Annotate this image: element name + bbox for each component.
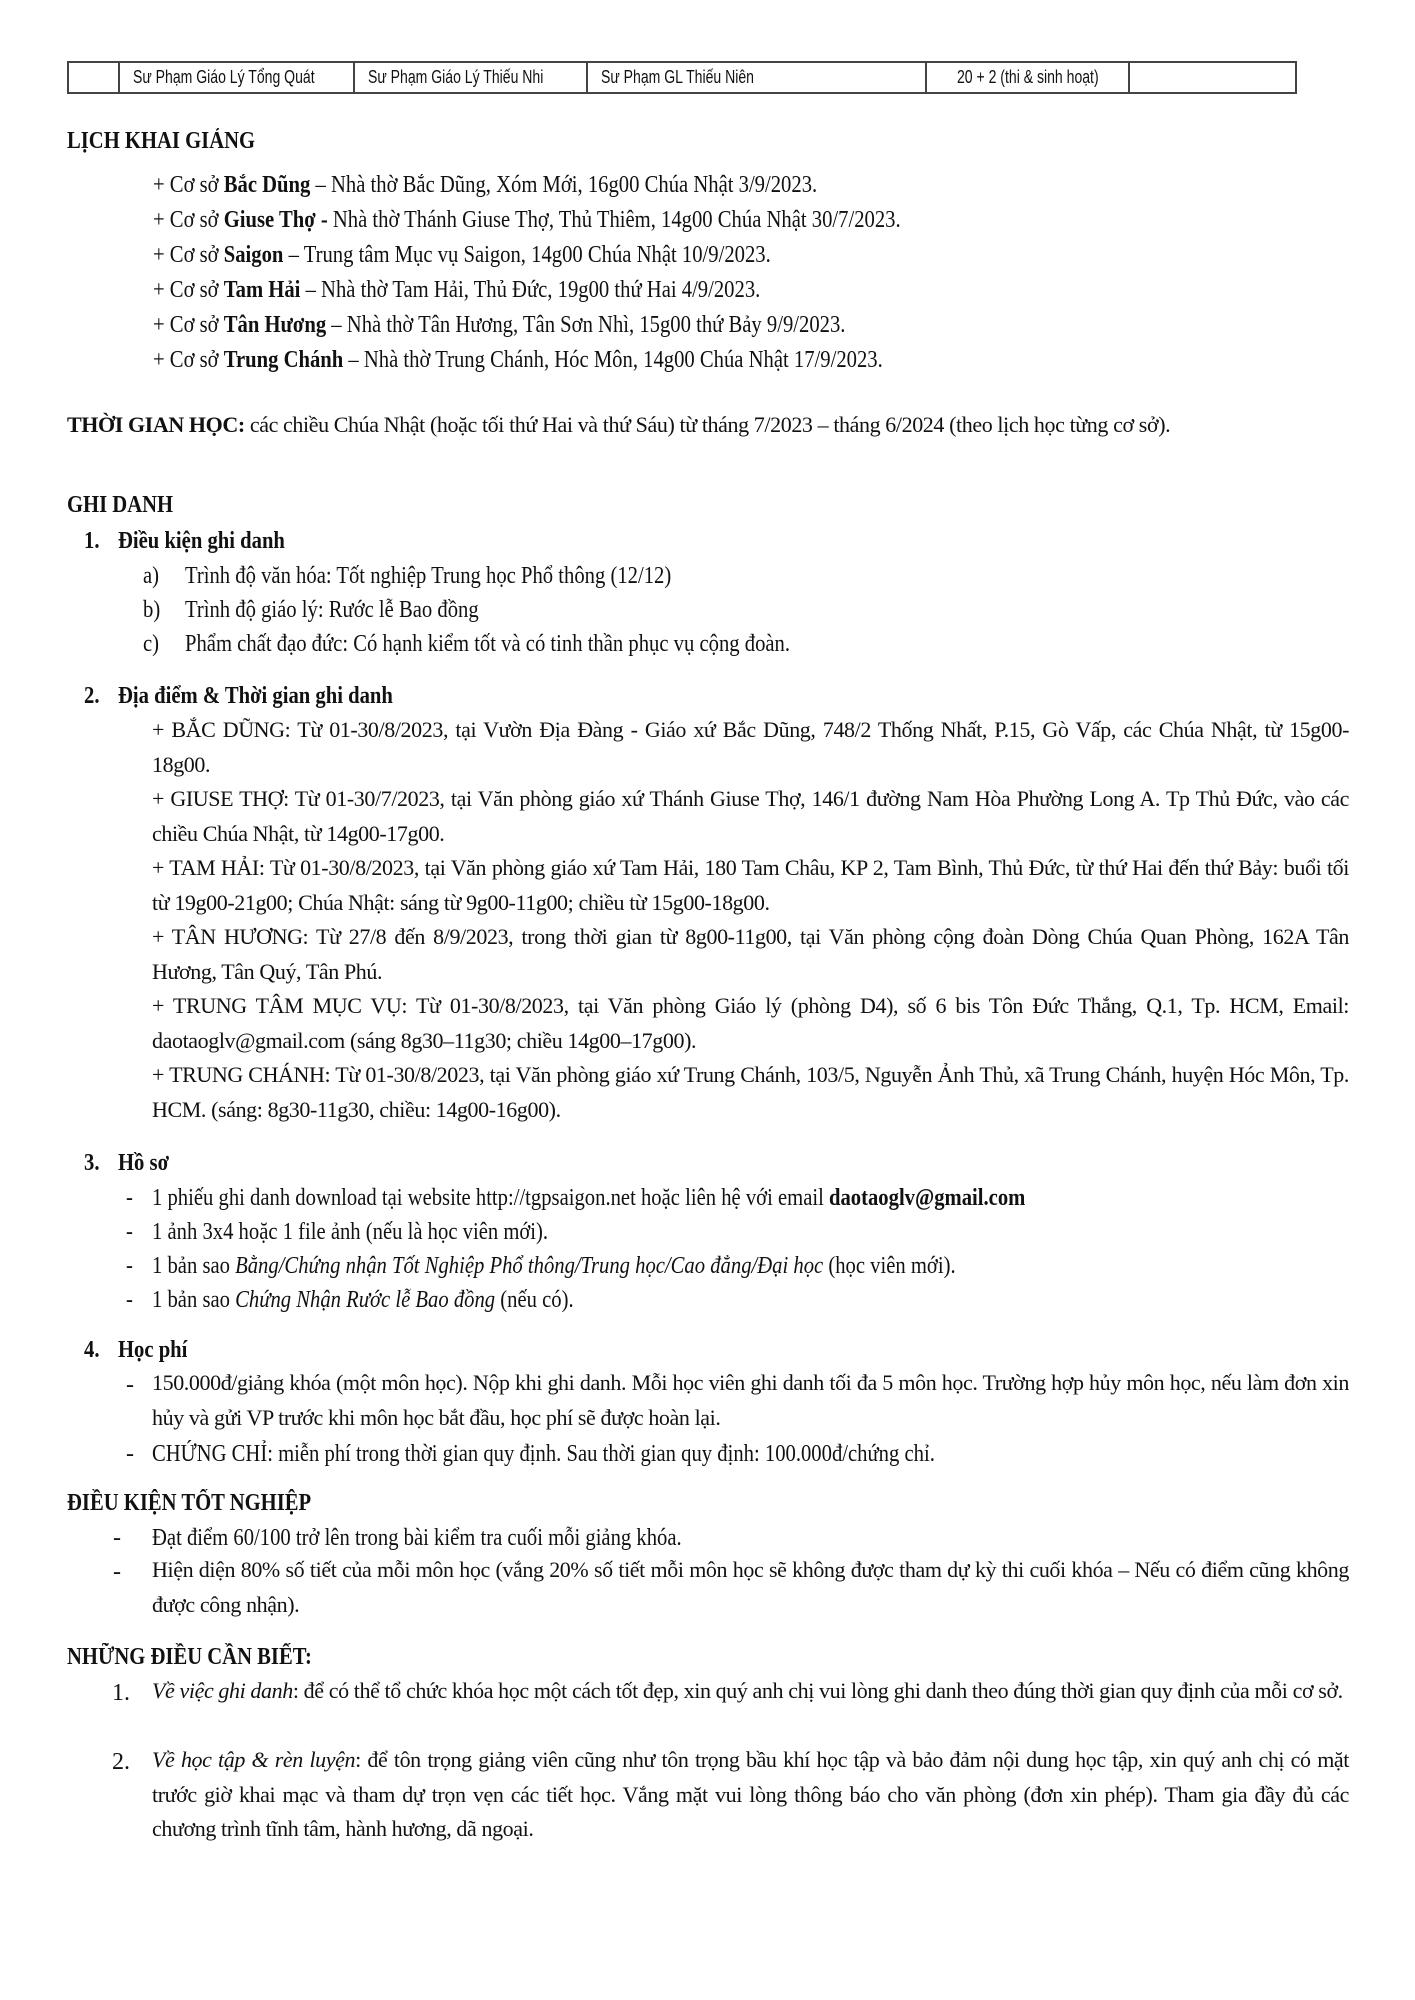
table-cell-empty xyxy=(69,63,120,92)
list-marker: a) xyxy=(143,563,160,589)
document-item: 1 phiếu ghi danh download tại website http://tgpsaigon.net hoặc liên hệ với email daotaoglv@gmail.com xyxy=(152,1185,1026,1211)
location-item: + GIUSE THỢ: Từ 01-30/7/2023, tại Văn phòng giáo xứ Thánh Giuse Thợ, 146/1 đường Nam Hòa Phường Long A. Tp Thủ Đức, vào các chiều Chúa Nhật, từ 14g00-17g00. xyxy=(152,786,1349,846)
list-marker: - xyxy=(113,1525,121,1551)
list-marker: - xyxy=(126,1253,133,1279)
list-marker: 1. xyxy=(112,1680,130,1706)
course-table-row xyxy=(67,61,1297,94)
schedule-item: + Cơ sở Giuse Thợ - Nhà thờ Thánh Giuse Thợ, Thủ Thiêm, 14g00 Chúa Nhật 30/7/2023. xyxy=(153,207,901,233)
schedule-item: + Cơ sở Trung Chánh – Nhà thờ Trung Chánh, Hóc Môn, 14g00 Chúa Nhật 17/9/2023. xyxy=(153,347,883,373)
condition-item: Trình độ văn hóa: Tốt nghiệp Trung học Phổ thông (12/12) xyxy=(185,563,672,589)
list-marker: - xyxy=(126,1219,133,1245)
table-cell-course: Sư Phạm GL Thiếu Niên xyxy=(588,63,927,92)
list-marker: c) xyxy=(143,631,160,657)
section-heading-opening-schedule: LỊCH KHAI GIẢNG xyxy=(67,128,256,154)
list-marker: - xyxy=(126,1372,134,1398)
graduation-item: Đạt điểm 60/100 trở lên trong bài kiểm tra cuối mỗi giảng khóa. xyxy=(152,1525,682,1551)
list-marker: - xyxy=(126,1185,133,1211)
subsection-number: 4. xyxy=(84,1337,100,1363)
list-marker: - xyxy=(113,1559,121,1585)
schedule-item: + Cơ sở Saigon – Trung tâm Mục vụ Saigon, 14g00 Chúa Nhật 10/9/2023. xyxy=(153,242,771,268)
schedule-item: + Cơ sở Tân Hương – Nhà thờ Tân Hương, Tân Sơn Nhì, 15g00 thứ Bảy 9/9/2023. xyxy=(153,312,846,338)
tuition-item: 150.000đ/giảng khóa (một môn học). Nộp khi ghi danh. Mỗi học viên ghi danh tối đa 5 môn học. Trường hợp hủy môn học, nếu làm đơn xin hủy và gửi VP trước khi môn học bắt đầu, học phí sẽ được hoàn lại. xyxy=(152,1370,1349,1430)
list-marker: - xyxy=(126,1287,133,1313)
schedule-item: + Cơ sở Tam Hải – Nhà thờ Tam Hải, Thủ Đức, 19g00 thứ Hai 4/9/2023. xyxy=(153,277,761,303)
list-marker: - xyxy=(126,1441,134,1467)
subsection-number: 1. xyxy=(84,528,100,554)
subsection-number: 2. xyxy=(84,683,100,709)
note-item: Về học tập & rèn luyện: để tôn trọng giảng viên cũng như tôn trọng bầu khí học tập và bảo đảm nội dung học tập, xin quý anh chị có mặt trước giờ khai mạc và tham dự trọn vẹn các tiết học. Vắng mặt vui lòng thông báo cho văn phòng (đơn xin phép). Tham gia đầy đủ các chương trình tĩnh tâm, hành hương, dã ngoại. xyxy=(152,1747,1349,1841)
study-time-label: THỜI GIAN HỌC: xyxy=(67,412,245,437)
subsection-heading-tuition: Học phí xyxy=(118,1337,188,1363)
document-item: 1 bản sao Bằng/Chứng nhận Tốt Nghiệp Phổ thông/Trung học/Cao đẳng/Đại học (học viên mới). xyxy=(152,1253,956,1279)
location-item: + TRUNG CHÁNH: Từ 01-30/8/2023, tại Văn phòng giáo xứ Trung Chánh, 103/5, Nguyễn Ảnh Thủ, xã Trung Chánh, huyện Hóc Môn, Tp. HCM. (sáng: 8g30-11g30, chiều: 14g00-16g00). xyxy=(152,1062,1349,1122)
tuition-item: CHỨNG CHỈ: miễn phí trong thời gian quy định. Sau thời gian quy định: 100.000đ/chứng chỉ. xyxy=(152,1441,935,1467)
schedule-item: + Cơ sở Bắc Dũng – Nhà thờ Bắc Dũng, Xóm Mới, 16g00 Chúa Nhật 3/9/2023. xyxy=(153,172,818,198)
section-heading-graduation: ĐIỀU KIỆN TỐT NGHIỆP xyxy=(67,1490,312,1516)
document-item: 1 ảnh 3x4 hoặc 1 file ảnh (nếu là học viên mới). xyxy=(152,1219,549,1245)
subsection-heading-documents: Hồ sơ xyxy=(118,1150,169,1176)
table-cell-sessions: 20 + 2 (thi & sinh hoạt) xyxy=(927,63,1130,92)
section-heading-notes: NHỮNG ĐIỀU CẦN BIẾT: xyxy=(67,1644,312,1670)
subsection-heading-conditions: Điều kiện ghi danh xyxy=(118,528,285,554)
condition-item: Phẩm chất đạo đức: Có hạnh kiểm tốt và có tinh thần phục vụ cộng đoàn. xyxy=(185,631,791,657)
graduation-item: Hiện diện 80% số tiết của mỗi môn học (vắng 20% số tiết mỗi môn học sẽ không được tham dự kỳ thi cuối khóa – Nếu có điểm cũng không được công nhận). xyxy=(152,1557,1349,1617)
section-heading-registration: GHI DANH xyxy=(67,492,174,518)
study-time-paragraph: THỜI GIAN HỌC: các chiều Chúa Nhật (hoặc tối thứ Hai và thứ Sáu) từ tháng 7/2023 – tháng 6/2024 (theo lịch học từng cơ sở). xyxy=(67,412,1171,437)
list-marker: 2. xyxy=(112,1749,130,1775)
list-marker: b) xyxy=(143,597,161,623)
note-item: Về việc ghi danh: để có thể tổ chức khóa học một cách tốt đẹp, xin quý anh chị vui lòng ghi danh theo đúng thời gian quy định của mỗi cơ sở. xyxy=(152,1678,1343,1703)
subsection-heading-locations: Địa điểm & Thời gian ghi danh xyxy=(118,683,393,709)
location-item: + TAM HẢI: Từ 01-30/8/2023, tại Văn phòng giáo xứ Tam Hải, 180 Tam Châu, KP 2, Tam Bình, Thủ Đức, từ thứ Hai đến thứ Bảy: buổi tối từ 19g00-21g00; Chúa Nhật: sáng từ 9g00-11g00; chiều từ 15g00-18g00. xyxy=(152,855,1349,915)
condition-item: Trình độ giáo lý: Rước lễ Bao đồng xyxy=(185,597,479,623)
location-item: + TRUNG TÂM MỤC VỤ: Từ 01-30/8/2023, tại Văn phòng Giáo lý (phòng D4), số 6 bis Tôn Đức Thắng, Q.1, Tp. HCM, Email: daotaoglv@gmail.com (sáng 8g30–11g30; chiều 14g00–17g00). xyxy=(152,993,1349,1053)
email-address: daotaoglv@gmail.com xyxy=(828,1185,1026,1211)
location-item: + TÂN HƯƠNG: Từ 27/8 đến 8/9/2023, trong thời gian từ 8g00-11g00, tại Văn phòng cộng đoàn Dòng Chúa Quan Phòng, 162A Tân Hương, Tân Quý, Tân Phú. xyxy=(152,924,1349,984)
table-cell-empty xyxy=(1130,63,1295,92)
table-cell-course: Sư Phạm Giáo Lý Tổng Quát xyxy=(120,63,355,92)
location-item: + BẮC DŨNG: Từ 01-30/8/2023, tại Vườn Địa Đàng - Giáo xứ Bắc Dũng, 748/2 Thống Nhất, P.15, Gò Vấp, các Chúa Nhật, từ 15g00-18g00. xyxy=(152,717,1349,777)
subsection-number: 3. xyxy=(84,1150,100,1176)
table-cell-course: Sư Phạm Giáo Lý Thiếu Nhi xyxy=(355,63,588,92)
document-item: 1 bản sao Chứng Nhận Rước lễ Bao đồng (nếu có). xyxy=(152,1287,574,1313)
